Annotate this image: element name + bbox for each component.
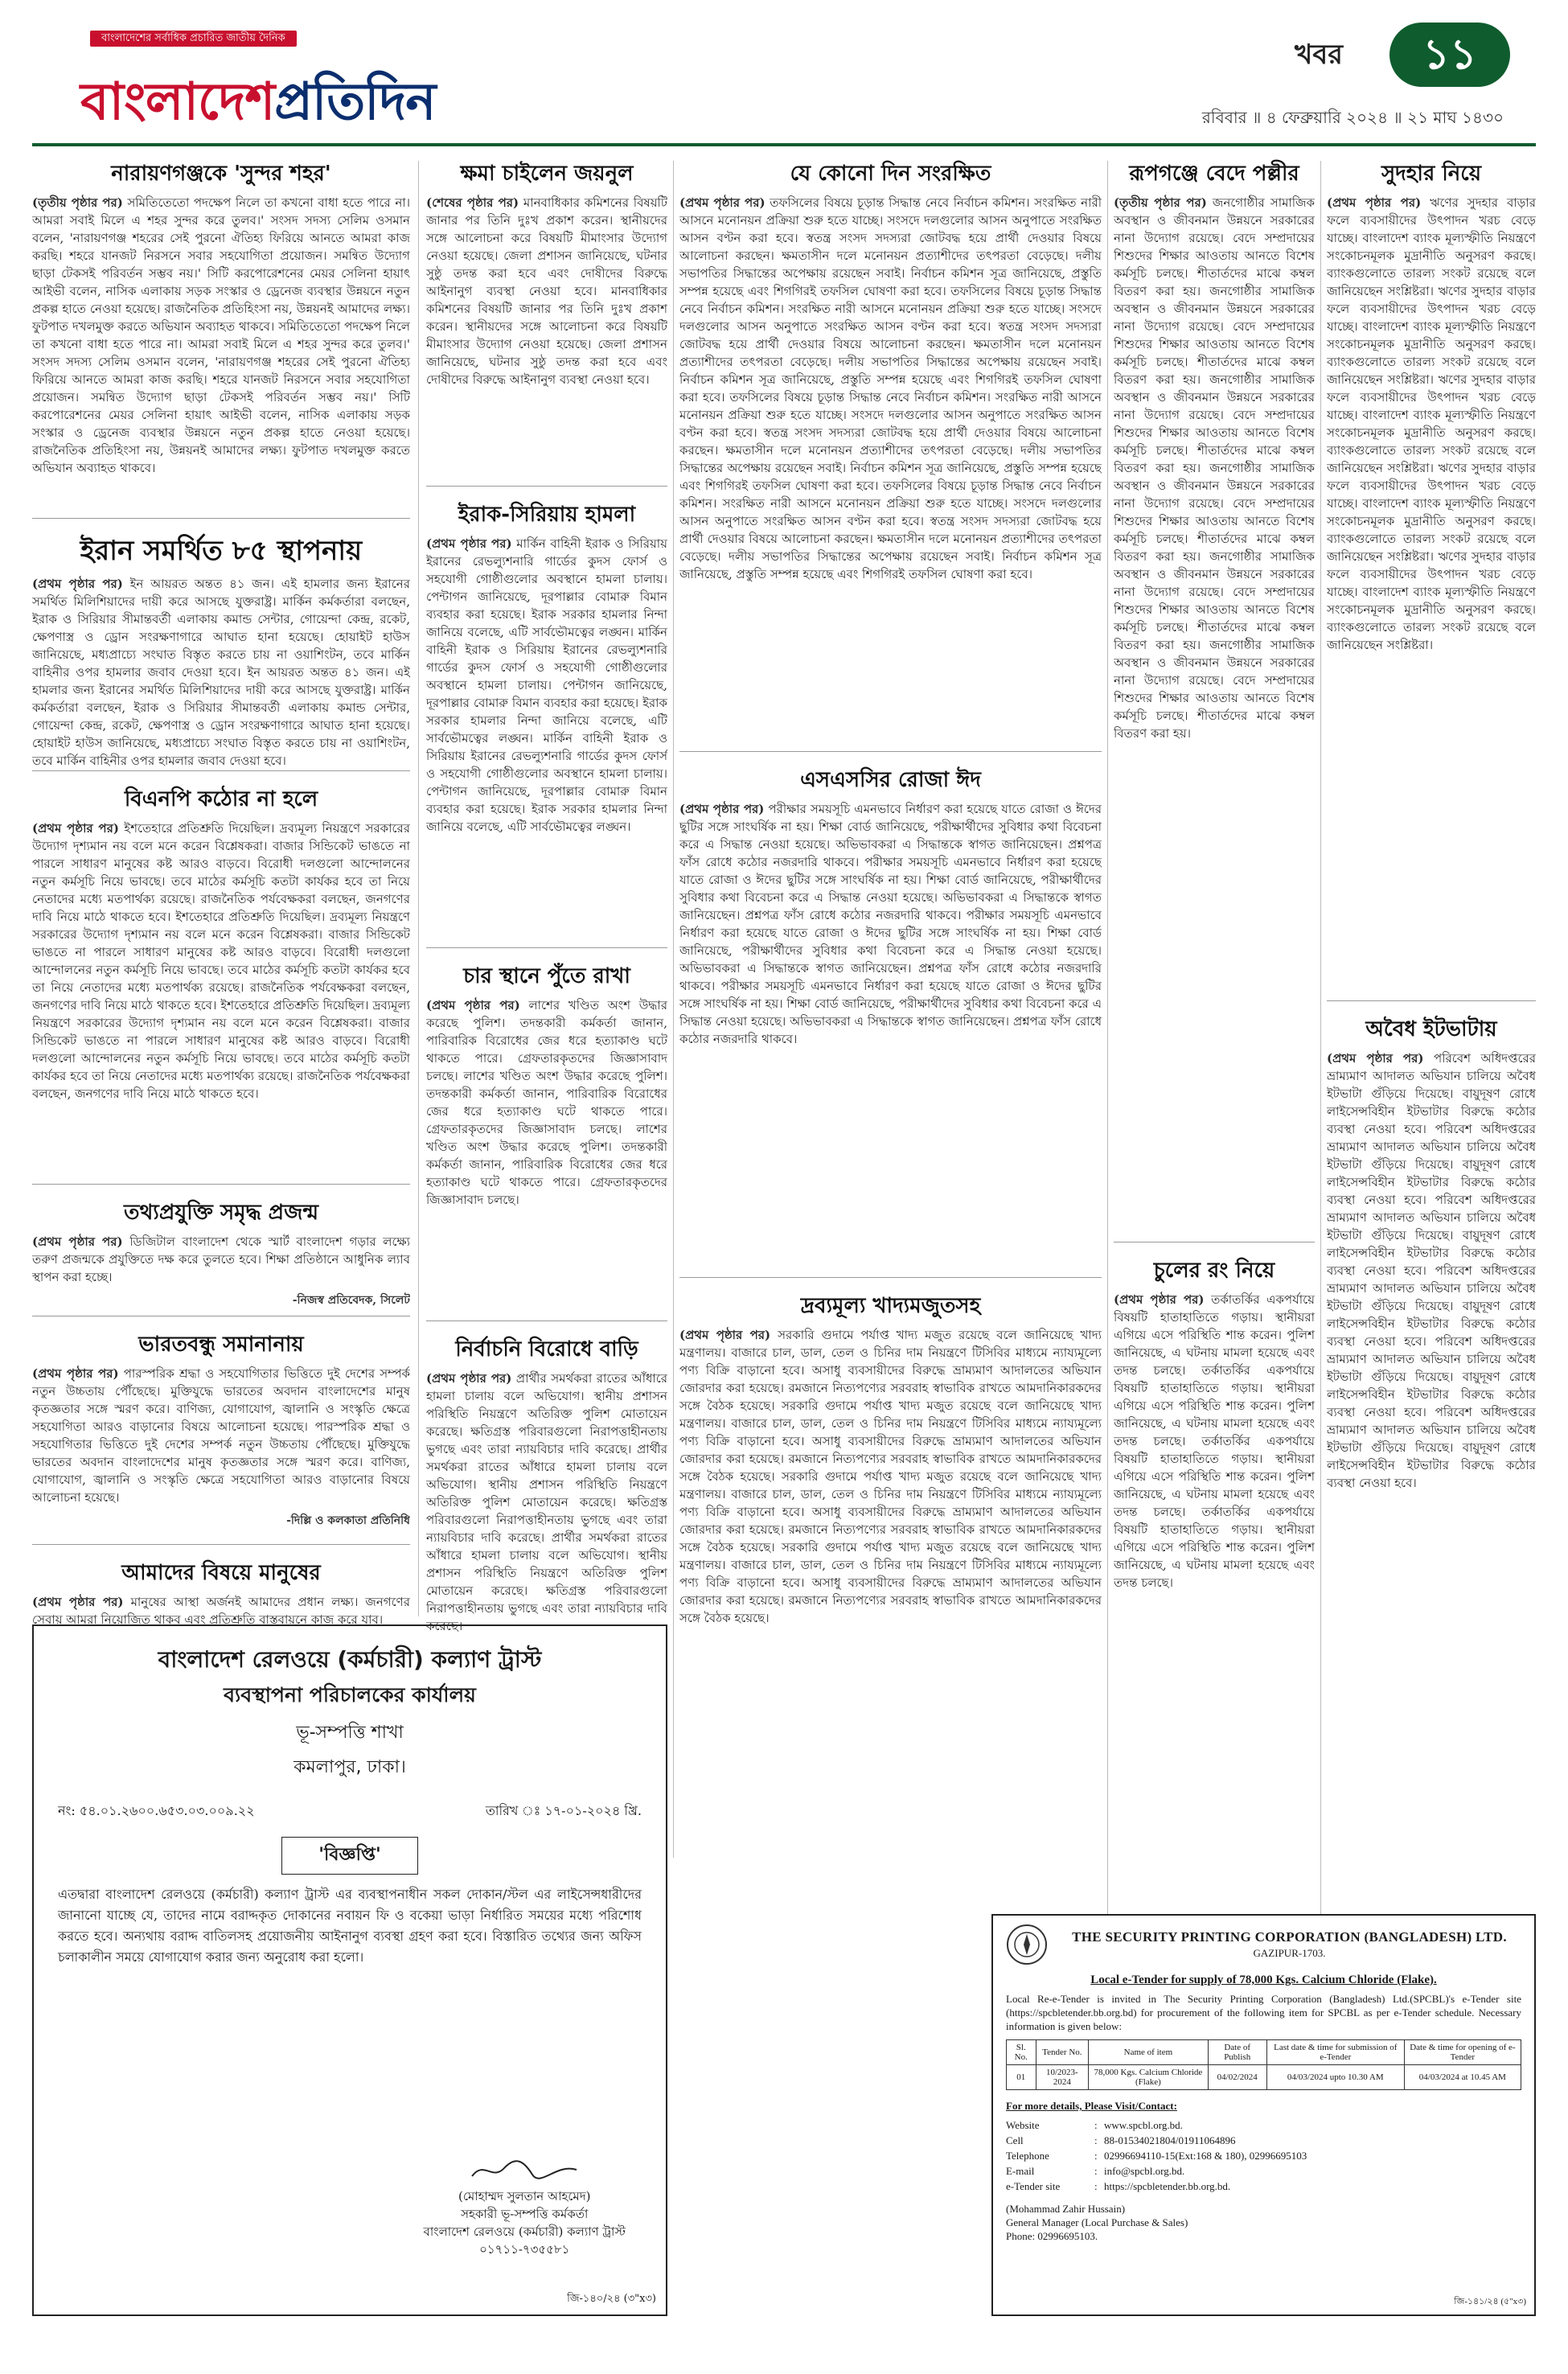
article-body: (প্রথম পৃষ্ঠার পর) তফসিলের বিষয়ে চূড়ান্ত সিদ্ধান্ত নেবে নির্বাচন কমিশন। সংরক্ষিত নারী আসনে মনোনয়ন প্রক্রিয়া শুরু হতে যাচ্ছে। সংসদে দলগুলোর আসন অনুপাতে সংরক্ষিত আসন বণ্টন করা হবে। স্বতন্ত্র সংসদ সদস্যরা জোটবদ্ধ হয়ে প্রার্থী দেওয়ার বিষয়ে আলোচনা করছেন। ক্ষমতাসীন দলে মনোনয়ন প্রত্যাশীদের তৎপরতা বেড়েছে। দলীয় সভাপতির সিদ্ধান্তের অপেক্ষায় রয়েছেন সবাই। নির্বাচন কমিশন সূত্র জানিয়েছে, প্রস্তুতি সম্পন্ন হয়েছে এবং শিগগিরই তফসিল ঘোষণা করা হবে। তফসিলের বিষয়ে চূড়ান্ত সিদ্ধান্ত নেবে নির্বাচন কমিশন। সংরক্ষিত নারী আসনে মনোনয়ন প্রক্রিয়া শুরু হতে যাচ্ছে। সংসদে দলগুলোর আসন অনুপাতে সংরক্ষিত আসন বণ্টন করা হবে। স্বতন্ত্র সংসদ সদস্যরা জোটবদ্ধ হয়ে প্রার্থী দেওয়ার বিষয়ে আলোচনা করছেন। ক্ষমতাসীন দলে মনোনয়ন প্রত্যাশীদের তৎপরতা বেড়েছে। দলীয় সভাপতির সিদ্ধান্তের অপেক্ষায় রয়েছেন সবাই। নির্বাচন কমিশন সূত্র জানিয়েছে, প্রস্তুতি সম্পন্ন হয়েছে এবং শিগগিরই তফসিল ঘোষণা করা হবে। তফসিলের বিষয়ে চূড়ান্ত সিদ্ধান্ত নেবে নির্বাচন কমিশন। সংরক্ষিত নারী আসনে মনোনয়ন প্রক্রিয়া শুরু হতে যাচ্ছে। সংসদে দলগুলোর আসন অনুপাতে সংরক্ষিত আসন বণ্টন করা হবে। স্বতন্ত্র সংসদ সদস্যরা জোটবদ্ধ হয়ে প্রার্থী দেওয়ার বিষয়ে আলোচনা করছেন। ক্ষমতাসীন দলে মনোনয়ন প্রত্যাশীদের তৎপরতা বেড়েছে। দলীয় সভাপতির সিদ্ধান্তের অপেক্ষায় রয়েছেন সবাই। নির্বাচন কমিশন সূত্র জানিয়েছে, প্রস্তুতি সম্পন্ন হয়েছে এবং শিগগিরই তফসিল ঘোষণা করা হবে। তফসিলের বিষয়ে চূড়ান্ত সিদ্ধান্ত নেবে নির্বাচন কমিশন। সংরক্ষিত নারী আসনে মনোনয়ন প্রক্রিয়া শুরু হতে যাচ্ছে। সংসদে দলগুলোর আসন অনুপাতে সংরক্ষিত আসন বণ্টন করা হবে। স্বতন্ত্র সংসদ সদস্যরা জোটবদ্ধ হয়ে প্রার্থী দেওয়ার বিষয়ে আলোচনা করছেন। ক্ষমতাসীন দলে মনোনয়ন প্রত্যাশীদের তৎপরতা বেড়েছে। দলীয় সভাপতির সিদ্ধান্তের অপেক্ষায় রয়েছেন সবাই। নির্বাচন কমিশন সূত্র জানিয়েছে, প্রস্তুতি সম্পন্ন হয়েছে এবং শিগগিরই তফসিল ঘোষণা করা হবে।: [679, 195, 1102, 581]
ad-reference-line: [58, 1801, 642, 1822]
article-body: (প্রথম পৃষ্ঠার পর) ডিজিটাল বাংলাদেশ থেকে স্মার্ট বাংলাদেশ গড়ার লক্ষ্যে তরুণ প্রজন্মকে প্রযুক্তিতে দক্ষ করে তুলতে হবে। শিক্ষা প্রতিষ্ঠানে আধুনিক ল্যাব স্থাপন করা হচ্ছে।: [32, 1234, 410, 1284]
article-headline[interactable]: দ্রব্যমূল্য খাদ্যমজুতসহ: [800, 1294, 981, 1318]
security-printing-tender-ad[interactable]: [991, 1914, 1536, 2316]
column-divider: [673, 161, 674, 1858]
ad-tender-title: Local e-Tender for supply of 78,000 Kgs. Calcium Chloride (Flake).: [1090, 1974, 1437, 1986]
article-narayanganj[interactable]: [32, 157, 410, 519]
ad-branch-name: ভূ-সম্পত্তি শাখা: [296, 1723, 404, 1743]
tender-table: [1006, 2039, 1521, 2090]
table-cell: 01: [1007, 2065, 1036, 2090]
article-body: (তৃতীয় পৃষ্ঠার পর) জনগোষ্ঠীর সামাজিক অবস্থান ও জীবনমান উন্নয়নে সরকারের নানা উদ্যোগ রয়েছে। বেদে সম্প্রদায়ের শিশুদের শিক্ষার আওতায় আনতে বিশেষ কর্মসূচি চলছে। শীতার্তদের মাঝে কম্বল বিতরণ করা হয়। জনগোষ্ঠীর সামাজিক অবস্থান ও জীবনমান উন্নয়নে সরকারের নানা উদ্যোগ রয়েছে। বেদে সম্প্রদায়ের শিশুদের শিক্ষার আওতায় আনতে বিশেষ কর্মসূচি চলছে। শীতার্তদের মাঝে কম্বল বিতরণ করা হয়। জনগোষ্ঠীর সামাজিক অবস্থান ও জীবনমান উন্নয়নে সরকারের নানা উদ্যোগ রয়েছে। বেদে সম্প্রদায়ের শিশুদের শিক্ষার আওতায় আনতে বিশেষ কর্মসূচি চলছে। শীতার্তদের মাঝে কম্বল বিতরণ করা হয়। জনগোষ্ঠীর সামাজিক অবস্থান ও জীবনমান উন্নয়নে সরকারের নানা উদ্যোগ রয়েছে। বেদে সম্প্রদায়ের শিশুদের শিক্ষার আওতায় আনতে বিশেষ কর্মসূচি চলছে। শীতার্তদের মাঝে কম্বল বিতরণ করা হয়। জনগোষ্ঠীর সামাজিক অবস্থান ও জীবনমান উন্নয়নে সরকারের নানা উদ্যোগ রয়েছে। বেদে সম্প্রদায়ের শিশুদের শিক্ষার আওতায় আনতে বিশেষ কর্মসূচি চলছে। শীতার্তদের মাঝে কম্বল বিতরণ করা হয়। জনগোষ্ঠীর সামাজিক অবস্থান ও জীবনমান উন্নয়নে সরকারের নানা উদ্যোগ রয়েছে। বেদে সম্প্রদায়ের শিশুদের শিক্ষার আওতায় আনতে বিশেষ কর্মসূচি চলছে। শীতার্তদের মাঝে কম্বল বিতরণ করা হয়।: [1114, 195, 1315, 741]
contact-email[interactable]: info@spcbl.org.bd.: [1104, 2165, 1185, 2177]
dateline: রবিবার ॥ ৪ ফেব্রুয়ারি ২০২৪ ॥ ২১ মাঘ ১৪৩০: [1201, 108, 1504, 127]
ad-header: [1006, 1924, 1521, 1965]
article-iran[interactable]: [32, 530, 410, 771]
article-body: (প্রথম পৃষ্ঠার পর) মানুষের আস্থা অর্জনই আমাদের প্রধান লক্ষ্য। জনগণের সেবায় আমরা নিয়োজিত থাকব এবং প্রতিশ্রুতি বাস্তবায়নে কাজ করে যাব।: [32, 1595, 410, 1627]
ad-more-details: For more details, Please Visit/Contact:: [1006, 2100, 1177, 2112]
article-headline[interactable]: ক্ষমা চাইলেন জয়নুল: [460, 162, 634, 186]
article-headline[interactable]: রূপগঞ্জে বেদে পল্লীর: [1129, 162, 1299, 186]
ad-company-name: THE SECURITY PRINTING CORPORATION (BANGLADESH) LTD.: [1072, 1929, 1507, 1945]
tender-table-header-row: [1007, 2040, 1521, 2065]
ad-notice-body: এতদ্বারা বাংলাদেশ রেলওয়ে (কর্মচারী) কল্যাণ ট্রাস্ট এর ব্যবস্থাপনাধীন সকল দোকান/স্টল এর লাইসেন্সধারীদের জানানো যাচ্ছে যে, তাদের নামে বরাদ্দকৃত দোকানের নবায়ন ফি ও বকেয়া ভাড়া নির্ধারিত সময়ের মধ্যে পরিশোধ করতে হবে। অন্যথায় বরাদ্দ বাতিলসহ প্রয়োজনীয় আইনানুগ ব্যবস্থা গ্রহণ করা হবে। বিস্তারিত তথ্যের জন্য অফিস চলাকালীন সময়ে যোগাযোগ করার জন্য অনুরোধ করা হলো।: [58, 1887, 642, 1965]
ad-notice-title: 'বিজ্ঞপ্তি': [281, 1837, 418, 1875]
column-divider: [1107, 161, 1108, 1914]
contact-label: e-Tender site: [1006, 2180, 1061, 2192]
article-body: (প্রথম পৃষ্ঠার পর) ইশতেহারে প্রতিশ্রুতি দিয়েছিল। দ্রব্যমূল্য নিয়ন্ত্রণে সরকারের উদ্যোগ দৃশ্যমান নয় বলে মনে করেন বিশ্লেষকরা। বাজার সিন্ডিকেট ভাঙতে না পারলে সাধারণ মানুষের কষ্ট আরও বাড়বে। বিরোধী দলগুলো আন্দোলনের নতুন কর্মসূচি নিয়ে ভাবছে। তবে মাঠের কর্মসূচি কতটা কার্যকর হবে তা নিয়ে নেতাদের মধ্যে মতপার্থক্য রয়েছে। রাজনৈতিক পর্যবেক্ষকরা বলছেন, জনগণের দাবি নিয়ে মাঠে থাকতে হবে। ইশতেহারে প্রতিশ্রুতি দিয়েছিল। দ্রব্যমূল্য নিয়ন্ত্রণে সরকারের উদ্যোগ দৃশ্যমান নয় বলে মনে করেন বিশ্লেষকরা। বাজার সিন্ডিকেট ভাঙতে না পারলে সাধারণ মানুষের কষ্ট আরও বাড়বে। বিরোধী দলগুলো আন্দোলনের নতুন কর্মসূচি নিয়ে ভাবছে। তবে মাঠের কর্মসূচি কতটা কার্যকর হবে তা নিয়ে নেতাদের মধ্যে মতপার্থক্য রয়েছে। রাজনৈতিক পর্যবেক্ষকরা বলছেন, জনগণের দাবি নিয়ে মাঠে থাকতে হবে। ইশতেহারে প্রতিশ্রুতি দিয়েছিল। দ্রব্যমূল্য নিয়ন্ত্রণে সরকারের উদ্যোগ দৃশ্যমান নয় বলে মনে করেন বিশ্লেষকরা। বাজার সিন্ডিকেট ভাঙতে না পারলে সাধারণ মানুষের কষ্ট আরও বাড়বে। বিরোধী দলগুলো আন্দোলনের নতুন কর্মসূচি নিয়ে ভাবছে। তবে মাঠের কর্মসূচি কতটা কার্যকর হবে তা নিয়ে নেতাদের মধ্যে মতপার্থক্য রয়েছে। রাজনৈতিক পর্যবেক্ষকরা বলছেন, জনগণের দাবি নিয়ে মাঠে থাকতে হবে।: [32, 821, 410, 1101]
article-body: (প্রথম পৃষ্ঠার পর) পরীক্ষার সময়সূচি এমনভাবে নির্ধারণ করা হয়েছে যাতে রোজা ও ঈদের ছুটির সঙ্গে সাংঘর্ষিক না হয়। শিক্ষা বোর্ড জানিয়েছে, পরীক্ষার্থীদের সুবিধার কথা বিবেচনা করে এ সিদ্ধান্ত নেওয়া হয়েছে। অভিভাবকরা এ সিদ্ধান্তকে স্বাগত জানিয়েছেন। প্রশ্নপত্র ফাঁস রোধে কঠোর নজরদারি থাকবে। পরীক্ষার সময়সূচি এমনভাবে নির্ধারণ করা হয়েছে যাতে রোজা ও ঈদের ছুটির সঙ্গে সাংঘর্ষিক না হয়। শিক্ষা বোর্ড জানিয়েছে, পরীক্ষার্থীদের সুবিধার কথা বিবেচনা করে এ সিদ্ধান্ত নেওয়া হয়েছে। অভিভাবকরা এ সিদ্ধান্তকে স্বাগত জানিয়েছেন। প্রশ্নপত্র ফাঁস রোধে কঠোর নজরদারি থাকবে। পরীক্ষার সময়সূচি এমনভাবে নির্ধারণ করা হয়েছে যাতে রোজা ও ঈদের ছুটির সঙ্গে সাংঘর্ষিক না হয়। শিক্ষা বোর্ড জানিয়েছে, পরীক্ষার্থীদের সুবিধার কথা বিবেচনা করে এ সিদ্ধান্ত নেওয়া হয়েছে। অভিভাবকরা এ সিদ্ধান্তকে স্বাগত জানিয়েছেন। প্রশ্নপত্র ফাঁস রোধে কঠোর নজরদারি থাকবে। পরীক্ষার সময়সূচি এমনভাবে নির্ধারণ করা হয়েছে যাতে রোজা ও ঈদের ছুটির সঙ্গে সাংঘর্ষিক না হয়। শিক্ষা বোর্ড জানিয়েছে, পরীক্ষার্থীদের সুবিধার কথা বিবেচনা করে এ সিদ্ধান্ত নেওয়া হয়েছে। অভিভাবকরা এ সিদ্ধান্তকে স্বাগত জানিয়েছেন। প্রশ্নপত্র ফাঁস রোধে কঠোর নজরদারি থাকবে।: [679, 802, 1102, 1046]
officer-name: (Mohammad Zahir Hussain): [1006, 2203, 1126, 2215]
section-label: খবর: [1295, 39, 1343, 71]
signer-name: (মোহাম্মদ সুলতান আহমেদ): [458, 2189, 591, 2204]
masthead-rule: [32, 143, 1536, 146]
article-headline[interactable]: ইরাক-সিরিয়ায় হামলা: [458, 503, 636, 527]
article-rupganj[interactable]: [1114, 157, 1315, 1242]
contact-label: Telephone: [1006, 2150, 1049, 2162]
article-body: (তৃতীয় পৃষ্ঠার পর) সমিতিতেতো পদক্ষেপ নিলে তা কখনো বাধা হতে পারে না। আমরা সবাই মিলে এ শহর সুন্দর করে তুলব।' সংসদ সদস্য সেলিম ওসমান বলেন, 'নারায়ণগঞ্জ শহরের সেই পুরনো ঐতিহ্য ফিরিয়ে আনতে আমরা কাজ করছি। শহরে যানজট নিরসনে সবার সহযোগিতা প্রয়োজন। সমন্বিত উদ্যোগ ছাড়া টেকসই পরিবর্তন সম্ভব নয়।' সিটি করপোরেশনের মেয়র সেলিনা হায়াৎ আইভী বলেন, নাসিক এলাকায় সড়ক সংস্কার ও ড্রেনেজ ব্যবস্থার উন্নয়নে নতুন প্রকল্প হাতে নেওয়া হয়েছে। রাজনৈতিক প্রতিহিংসা নয়, উন্নয়নই আমাদের লক্ষ্য। ফুটপাত দখলমুক্ত করতে অভিযান অব্যাহত থাকবে। সমিতিতেতো পদক্ষেপ নিলে তা কখনো বাধা হতে পারে না। আমরা সবাই মিলে এ শহর সুন্দর করে তুলব।' সংসদ সদস্য সেলিম ওসমান বলেন, 'নারায়ণগঞ্জ শহরের সেই পুরনো ঐতিহ্য ফিরিয়ে আনতে আমরা কাজ করছি। শহরে যানজট নিরসনে সবার সহযোগিতা প্রয়োজন। সমন্বিত উদ্যোগ ছাড়া টেকসই পরিবর্তন সম্ভব নয়।' সিটি করপোরেশনের মেয়র সেলিনা হায়াৎ আইভী বলেন, নাসিক এলাকায় সড়ক সংস্কার ও ড্রেনেজ ব্যবস্থার উন্নয়নে নতুন প্রকল্প হাতে নেওয়া হয়েছে। রাজনৈতিক প্রতিহিংসা নয়, উন্নয়নই আমাদের লক্ষ্য। ফুটপাত দখলমুক্ত করতে অভিযান অব্যাহত থাকবে।: [32, 195, 410, 475]
article-four-places[interactable]: [426, 959, 667, 1321]
contact-website[interactable]: www.spcbl.org.bd.: [1104, 2119, 1183, 2131]
contact-telephone: 02996694110-15(Ext:168 & 180), 02996695103: [1104, 2150, 1307, 2162]
article-headline[interactable]: বিএনপি কঠোর না হলে: [124, 787, 318, 811]
logo-part-2: প্রতিদিন: [274, 72, 436, 132]
article-body: (প্রথম পৃষ্ঠার পর) সরকারি গুদামে পর্যাপ্ত খাদ্য মজুত রয়েছে বলে জানিয়েছে খাদ্য মন্ত্রণালয়। বাজারে চাল, ডাল, তেল ও চিনির দাম নিয়ন্ত্রণে টিসিবির মাধ্যমে ন্যায্যমূল্যে পণ্য বিক্রি বাড়ানো হবে। অসাধু ব্যবসায়ীদের বিরুদ্ধে ভ্রাম্যমাণ আদালতের অভিযান জোরদার করা হয়েছে। রমজানে নিত্যপণ্যের সরবরাহ স্বাভাবিক রাখতে আমদানিকারকদের সঙ্গে বৈঠক হয়েছে। সরকারি গুদামে পর্যাপ্ত খাদ্য মজুত রয়েছে বলে জানিয়েছে খাদ্য মন্ত্রণালয়। বাজারে চাল, ডাল, তেল ও চিনির দাম নিয়ন্ত্রণে টিসিবির মাধ্যমে ন্যায্যমূল্যে পণ্য বিক্রি বাড়ানো হবে। অসাধু ব্যবসায়ীদের বিরুদ্ধে ভ্রাম্যমাণ আদালতের অভিযান জোরদার করা হয়েছে। রমজানে নিত্যপণ্যের সরবরাহ স্বাভাবিক রাখতে আমদানিকারকদের সঙ্গে বৈঠক হয়েছে। সরকারি গুদামে পর্যাপ্ত খাদ্য মজুত রয়েছে বলে জানিয়েছে খাদ্য মন্ত্রণালয়। বাজারে চাল, ডাল, তেল ও চিনির দাম নিয়ন্ত্রণে টিসিবির মাধ্যমে ন্যায্যমূল্যে পণ্য বিক্রি বাড়ানো হবে। অসাধু ব্যবসায়ীদের বিরুদ্ধে ভ্রাম্যমাণ আদালতের অভিযান জোরদার করা হয়েছে। রমজানে নিত্যপণ্যের সরবরাহ স্বাভাবিক রাখতে আমদানিকারকদের সঙ্গে বৈঠক হয়েছে। সরকারি গুদামে পর্যাপ্ত খাদ্য মজুত রয়েছে বলে জানিয়েছে খাদ্য মন্ত্রণালয়। বাজারে চাল, ডাল, তেল ও চিনির দাম নিয়ন্ত্রণে টিসিবির মাধ্যমে ন্যায্যমূল্যে পণ্য বিক্রি বাড়ানো হবে। অসাধু ব্যবসায়ীদের বিরুদ্ধে ভ্রাম্যমাণ আদালতের অভিযান জোরদার করা হয়েছে। রমজানে নিত্যপণ্যের সরবরাহ স্বাভাবিক রাখতে আমদানিকারকদের সঙ্গে বৈঠক হয়েছে।: [679, 1328, 1102, 1625]
article-brick-kilns[interactable]: [1327, 1012, 1536, 1897]
ad-org-name: বাংলাদেশ রেলওয়ে (কর্মচারী) কল্যাণ ট্রাস্ট: [158, 1646, 542, 1673]
article-headline[interactable]: যে কোনো দিন সংরক্ষিত: [790, 162, 991, 186]
table-header-cell: Date of Publish: [1208, 2040, 1266, 2065]
contact-cell: 88-01534021804/01911064896: [1104, 2134, 1236, 2146]
table-row: [1007, 2065, 1521, 2090]
page-number-badge: ১১: [1389, 23, 1510, 87]
table-cell: 10/2023-2024: [1036, 2065, 1089, 2090]
article-bnp[interactable]: [32, 782, 410, 1185]
article-headline[interactable]: ভারতবন্ধু সমানানায়: [138, 1333, 304, 1357]
article-body: (প্রথম পৃষ্ঠার পর) লাশের খণ্ডিত অংশ উদ্ধার করেছে পুলিশ। তদন্তকারী কর্মকর্তা জানান, পারিবারিক বিরোধের জের ধরে হত্যাকাণ্ড ঘটে থাকতে পারে। গ্রেফতারকৃতদের জিজ্ঞাসাবাদ চলছে। লাশের খণ্ডিত অংশ উদ্ধার করেছে পুলিশ। তদন্তকারী কর্মকর্তা জানান, পারিবারিক বিরোধের জের ধরে হত্যাকাণ্ড ঘটে থাকতে পারে। গ্রেফতারকৃতদের জিজ্ঞাসাবাদ চলছে। লাশের খণ্ডিত অংশ উদ্ধার করেছে পুলিশ। তদন্তকারী কর্মকর্তা জানান, পারিবারিক বিরোধের জের ধরে হত্যাকাণ্ড ঘটে থাকতে পারে। গ্রেফতারকৃতদের জিজ্ঞাসাবাদ চলছে।: [426, 998, 667, 1207]
ad-tender-intro: Local Re-e-Tender is invited in The Security Printing Corporation (Bangladesh) Ltd.(SPCBL)'s e-Tender site (https://spcbletender.bb.org.bd) for procurement of the following item for SPCBL as per e-Tender schedule. Necessary information is given below:: [1006, 1993, 1521, 2032]
article-headline[interactable]: ইরান সমর্থিত ৮৫ স্থাপনায়: [80, 535, 363, 567]
column-1: [32, 157, 410, 1627]
table-header-cell: Date & time for opening of e-Tender: [1404, 2040, 1521, 2065]
article-headline[interactable]: এসএসসির রোজা ঈদ: [800, 768, 981, 792]
logo-part-1: বাংলাদেশ: [80, 72, 275, 132]
table-header-cell: Name of item: [1089, 2040, 1208, 2065]
article-headline[interactable]: অবৈধ ইটভাটায়: [1365, 1017, 1497, 1041]
table-header-cell: Tender No.: [1036, 2040, 1089, 2065]
article-body: (প্রথম পৃষ্ঠার পর) ঋণের সুদহার বাড়ার ফলে ব্যবসায়ীদের উৎপাদন খরচ বেড়ে যাচ্ছে। বাংলাদেশ ব্যাংক মূল্যস্ফীতি নিয়ন্ত্রণে সংকোচনমূলক মুদ্রানীতি অনুসরণ করছে। ব্যাংকগুলোতে তারল্য সংকট রয়েছে বলে জানিয়েছেন সংশ্লিষ্টরা। ঋণের সুদহার বাড়ার ফলে ব্যবসায়ীদের উৎপাদন খরচ বেড়ে যাচ্ছে। বাংলাদেশ ব্যাংক মূল্যস্ফীতি নিয়ন্ত্রণে সংকোচনমূলক মুদ্রানীতি অনুসরণ করছে। ব্যাংকগুলোতে তারল্য সংকট রয়েছে বলে জানিয়েছেন সংশ্লিষ্টরা। ঋণের সুদহার বাড়ার ফলে ব্যবসায়ীদের উৎপাদন খরচ বেড়ে যাচ্ছে। বাংলাদেশ ব্যাংক মূল্যস্ফীতি নিয়ন্ত্রণে সংকোচনমূলক মুদ্রানীতি অনুসরণ করছে। ব্যাংকগুলোতে তারল্য সংকট রয়েছে বলে জানিয়েছেন সংশ্লিষ্টরা। ঋণের সুদহার বাড়ার ফলে ব্যবসায়ীদের উৎপাদন খরচ বেড়ে যাচ্ছে। বাংলাদেশ ব্যাংক মূল্যস্ফীতি নিয়ন্ত্রণে সংকোচনমূলক মুদ্রানীতি অনুসরণ করছে। ব্যাংকগুলোতে তারল্য সংকট রয়েছে বলে জানিয়েছেন সংশ্লিষ্টরা। ঋণের সুদহার বাড়ার ফলে ব্যবসায়ীদের উৎপাদন খরচ বেড়ে যাচ্ছে। বাংলাদেশ ব্যাংক মূল্যস্ফীতি নিয়ন্ত্রণে সংকোচনমূলক মুদ্রানীতি অনুসরণ করছে। ব্যাংকগুলোতে তারল্য সংকট রয়েছে বলে জানিয়েছেন সংশ্লিষ্টরা।: [1327, 195, 1536, 652]
officer-phone: Phone: 02996695103.: [1006, 2230, 1098, 2242]
article-reserved-seats[interactable]: [679, 157, 1102, 752]
logo-wordmark: [80, 71, 435, 133]
table-cell: 78,000 Kgs. Calcium Chloride (Flake): [1089, 2065, 1208, 2090]
contact-etender-site[interactable]: https://spcbletender.bb.org.bd.: [1104, 2180, 1231, 2192]
article-ssc[interactable]: [679, 763, 1102, 1278]
article-body: (প্রথম পৃষ্ঠার পর) মার্কিন বাহিনী ইরাক ও সিরিয়ায় ইরানের রেভল্যুশনারি গার্ডের কুদস ফোর্স ও সহযোগী গোষ্ঠীগুলোর অবস্থানে হামলা চালায়। পেন্টাগন জানিয়েছে, দূরপাল্লার বোমারু বিমান ব্যবহার করা হয়েছে। ইরাক সরকার হামলার নিন্দা জানিয়ে বলেছে, এটি সার্বভৌমত্বের লঙ্ঘন। মার্কিন বাহিনী ইরাক ও সিরিয়ায় ইরানের রেভল্যুশনারি গার্ডের কুদস ফোর্স ও সহযোগী গোষ্ঠীগুলোর অবস্থানে হামলা চালায়। পেন্টাগন জানিয়েছে, দূরপাল্লার বোমারু বিমান ব্যবহার করা হয়েছে। ইরাক সরকার হামলার নিন্দা জানিয়ে বলেছে, এটি সার্বভৌমত্বের লঙ্ঘন। মার্কিন বাহিনী ইরাক ও সিরিয়ায় ইরানের রেভল্যুশনারি গার্ডের কুদস ফোর্স ও সহযোগী গোষ্ঠীগুলোর অবস্থানে হামলা চালায়। পেন্টাগন জানিয়েছে, দূরপাল্লার বোমারু বিমান ব্যবহার করা হয়েছে। ইরাক সরকার হামলার নিন্দা জানিয়ে বলেছে, এটি সার্বভৌমত্বের লঙ্ঘন।: [426, 536, 667, 834]
ad-date: তারিখ ঃ ১৭-০১-২০২৪ খ্রি.: [485, 1803, 642, 1818]
article-headline[interactable]: তথ্যপ্রযুক্তি সমৃদ্ধ প্রজন্ম: [123, 1201, 319, 1225]
corporation-emblem-icon: [1006, 1924, 1048, 1965]
article-body: (প্রথম পৃষ্ঠার পর) তর্কাতর্কির একপর্যায়ে বিষয়টি হাতাহাতিতে গড়ায়। স্থানীয়রা এগিয়ে এসে পরিস্থিতি শান্ত করেন। পুলিশ জানিয়েছে, এ ঘটনায় মামলা হয়েছে এবং তদন্ত চলছে। তর্কাতর্কির একপর্যায়ে বিষয়টি হাতাহাতিতে গড়ায়। স্থানীয়রা এগিয়ে এসে পরিস্থিতি শান্ত করেন। পুলিশ জানিয়েছে, এ ঘটনায় মামলা হয়েছে এবং তদন্ত চলছে। তর্কাতর্কির একপর্যায়ে বিষয়টি হাতাহাতিতে গড়ায়। স্থানীয়রা এগিয়ে এসে পরিস্থিতি শান্ত করেন। পুলিশ জানিয়েছে, এ ঘটনায় মামলা হয়েছে এবং তদন্ত চলছে। তর্কাতর্কির একপর্যায়ে বিষয়টি হাতাহাতিতে গড়ায়। স্থানীয়রা এগিয়ে এসে পরিস্থিতি শান্ত করেন। পুলিশ জানিয়েছে, এ ঘটনায় মামলা হয়েছে এবং তদন্ত চলছে।: [1114, 1292, 1315, 1590]
contact-label: Website: [1006, 2119, 1040, 2131]
article-headline[interactable]: চার স্থানে পুঁতে রাখা: [463, 964, 630, 988]
signer-phone: ০১৭১১-৭৩৫৫৮১: [479, 2242, 570, 2257]
article-commodity-prices[interactable]: [679, 1289, 1102, 1949]
article-body: (প্রথম পৃষ্ঠার পর) ইন আয়রত অন্তত ৪১ জন। এই হামলার জন্য ইরানের সমর্থিত মিলিশিয়াদের দায়ী করে আসছে যুক্তরাষ্ট্র। মার্কিন কর্মকর্তারা বলছেন, ইরাক ও সিরিয়ার সীমান্তবর্তী এলাকায় কমান্ড সেন্টার, গোয়েন্দা কেন্দ্র, রকেট, ক্ষেপণাস্ত্র ও ড্রোন সংরক্ষণাগারে আঘাত হানা হয়েছে। হোয়াইট হাউস জানিয়েছে, মধ্যপ্রাচ্যে সংঘাত বিস্তৃত করতে চায় না ওয়াশিংটন, তবে মার্কিন বাহিনীর ওপর হামলার জবাব দেওয়া হবে। ইন আয়রত অন্তত ৪১ জন। এই হামলার জন্য ইরানের সমর্থিত মিলিশিয়াদের দায়ী করে আসছে যুক্তরাষ্ট্র। মার্কিন কর্মকর্তারা বলছেন, ইরাক ও সিরিয়ার সীমান্তবর্তী এলাকায় কমান্ড সেন্টার, গোয়েন্দা কেন্দ্র, রকেট, ক্ষেপণাস্ত্র ও ড্রোন সংরক্ষণাগারে আঘাত হানা হয়েছে। হোয়াইট হাউস জানিয়েছে, মধ্যপ্রাচ্যে সংঘাত বিস্তৃত করতে চায় না ওয়াশিংটন, তবে মার্কিন বাহিনীর ওপর হামলার জবাব দেওয়া হবে।: [32, 577, 410, 768]
article-body: (প্রথম পৃষ্ঠার পর) প্রার্থীর সমর্থকরা রাতের আঁধারে হামলা চালায় বলে অভিযোগ। স্থানীয় প্রশাসন পরিস্থিতি নিয়ন্ত্রণে অতিরিক্ত পুলিশ মোতায়েন করেছে। ক্ষতিগ্রস্ত পরিবারগুলো নিরাপত্তাহীনতায় ভুগছে এবং তারা ন্যায়বিচার দাবি করেছে। প্রার্থীর সমর্থকরা রাতের আঁধারে হামলা চালায় বলে অভিযোগ। স্থানীয় প্রশাসন পরিস্থিতি নিয়ন্ত্রণে অতিরিক্ত পুলিশ মোতায়েন করেছে। ক্ষতিগ্রস্ত পরিবারগুলো নিরাপত্তাহীনতায় ভুগছে এবং তারা ন্যায়বিচার দাবি করেছে। প্রার্থীর সমর্থকরা রাতের আঁধারে হামলা চালায় বলে অভিযোগ। স্থানীয় প্রশাসন পরিস্থিতি নিয়ন্ত্রণে অতিরিক্ত পুলিশ মোতায়েন করেছে। ক্ষতিগ্রস্ত পরিবারগুলো নিরাপত্তাহীনতায় ভুগছে এবং তারা ন্যায়বিচার দাবি করেছে।: [426, 1371, 667, 1633]
article-india[interactable]: [32, 1328, 410, 1545]
table-cell: 04/03/2024 upto 10.30 AM: [1266, 2065, 1404, 2090]
column-3: [679, 157, 1102, 1625]
ad-code: জি-১৪১/২৪ (৫"x৩): [1454, 2297, 1526, 2306]
signature-scrawl-icon: [468, 2157, 581, 2184]
ad-signature-block: [423, 2157, 626, 2258]
ad-company-address: GAZIPUR-1703.: [1253, 1947, 1326, 1959]
railway-trust-notice-ad[interactable]: [32, 1624, 667, 2316]
ad-office-name: ব্যবস্থাপনা পরিচালকের কার্যালয়: [224, 1683, 476, 1707]
article-body: (প্রথম পৃষ্ঠার পর) পারস্পরিক শ্রদ্ধা ও সহযোগিতার ভিত্তিতে দুই দেশের সম্পর্ক নতুন উচ্চতায় পৌঁছেছে। মুক্তিযুদ্ধে ভারতের অবদান বাংলাদেশের মানুষ কৃতজ্ঞতার সঙ্গে স্মরণ করে। বাণিজ্য, যোগাযোগ, জ্বালানি ও সংস্কৃতি ক্ষেত্রে সহযোগিতা আরও বাড়ানোর বিষয়ে আলোচনা হয়েছে। পারস্পরিক শ্রদ্ধা ও সহযোগিতার ভিত্তিতে দুই দেশের সম্পর্ক নতুন উচ্চতায় পৌঁছেছে। মুক্তিযুদ্ধে ভারতের অবদান বাংলাদেশের মানুষ কৃতজ্ঞতার সঙ্গে স্মরণ করে। বাণিজ্য, যোগাযোগ, জ্বালানি ও সংস্কৃতি ক্ষেত্রে সহযোগিতা আরও বাড়ানোর বিষয়ে আলোচনা হয়েছে।: [32, 1366, 410, 1505]
ad-officer-block: [1006, 2202, 1521, 2243]
officer-title: General Manager (Local Purchase & Sales): [1006, 2216, 1188, 2228]
article-headline[interactable]: নারায়ণগঞ্জকে 'সুন্দর শহর': [111, 162, 331, 186]
signer-title: সহকারী ভূ-সম্পত্তি কর্মকর্তা: [461, 2207, 589, 2221]
article-headline[interactable]: সুদহার নিয়ে: [1381, 162, 1482, 186]
column-2: [426, 157, 667, 1854]
table-cell: 04/02/2024: [1208, 2065, 1266, 2090]
column-divider: [1320, 161, 1321, 1914]
article-iraq-syria[interactable]: [426, 498, 667, 948]
article-headline[interactable]: নির্বাচনি বিরোধে বাড়ি: [455, 1337, 638, 1362]
table-header-cell: Sl. No.: [1007, 2040, 1036, 2065]
ad-location: কমলাপুর, ঢাকা।: [293, 1757, 406, 1777]
article-hair-colour[interactable]: [1114, 1254, 1315, 1897]
article-body: (শেষের পৃষ্ঠার পর) মানবাধিকার কমিশনের বিষয়টি জানার পর তিনি দুঃখ প্রকাশ করেন। স্থানীয়দের সঙ্গে আলোচনা করে বিষয়টি মীমাংসার উদ্যোগ নেওয়া হয়েছে। জেলা প্রশাসন জানিয়েছে, ঘটনার সুষ্ঠু তদন্ত করা হবে এবং দোষীদের বিরুদ্ধে আইনানুগ ব্যবস্থা নেওয়া হবে। মানবাধিকার কমিশনের বিষয়টি জানার পর তিনি দুঃখ প্রকাশ করেন। স্থানীয়দের সঙ্গে আলোচনা করে বিষয়টি মীমাংসার উদ্যোগ নেওয়া হয়েছে। জেলা প্রশাসন জানিয়েছে, ঘটনার সুষ্ঠু তদন্ত করা হবে এবং দোষীদের বিরুদ্ধে আইনানুগ ব্যবস্থা নেওয়া হবে।: [426, 195, 667, 387]
article-byline: -নিজস্ব প্রতিবেদক, সিলেট: [292, 1294, 410, 1307]
article-interest-rate[interactable]: [1327, 157, 1536, 1001]
article-headline[interactable]: আমাদের বিষয়ে মানুষের: [121, 1561, 321, 1585]
table-header-cell: Last date & time for submission of e-Tender: [1266, 2040, 1404, 2065]
ad-contacts: Website : www.spcbl.org.bd. Cell : 88-01534021804/01911064896 Telephone : 02996694110-15(Ext:168 & 180), 02996695103 E-mail : info@spcbl.org.bd. e-Tender site : https://spcbletender.bb.org.bd.: [1006, 2117, 1521, 2194]
article-body: (প্রথম পৃষ্ঠার পর) পরিবেশ অধিদপ্তরের ভ্রাম্যমাণ আদালত অভিযান চালিয়ে অবৈধ ইটভাটা গুঁড়িয়ে দিয়েছে। বায়ুদূষণ রোধে লাইসেন্সবিহীন ইটভাটার বিরুদ্ধে কঠোর ব্যবস্থা নেওয়া হবে। পরিবেশ অধিদপ্তরের ভ্রাম্যমাণ আদালত অভিযান চালিয়ে অবৈধ ইটভাটা গুঁড়িয়ে দিয়েছে। বায়ুদূষণ রোধে লাইসেন্সবিহীন ইটভাটার বিরুদ্ধে কঠোর ব্যবস্থা নেওয়া হবে। পরিবেশ অধিদপ্তরের ভ্রাম্যমাণ আদালত অভিযান চালিয়ে অবৈধ ইটভাটা গুঁড়িয়ে দিয়েছে। বায়ুদূষণ রোধে লাইসেন্সবিহীন ইটভাটার বিরুদ্ধে কঠোর ব্যবস্থা নেওয়া হবে। পরিবেশ অধিদপ্তরের ভ্রাম্যমাণ আদালত অভিযান চালিয়ে অবৈধ ইটভাটা গুঁড়িয়ে দিয়েছে। বায়ুদূষণ রোধে লাইসেন্সবিহীন ইটভাটার বিরুদ্ধে কঠোর ব্যবস্থা নেওয়া হবে। পরিবেশ অধিদপ্তরের ভ্রাম্যমাণ আদালত অভিযান চালিয়ে অবৈধ ইটভাটা গুঁড়িয়ে দিয়েছে। বায়ুদূষণ রোধে লাইসেন্সবিহীন ইটভাটার বিরুদ্ধে কঠোর ব্যবস্থা নেওয়া হবে। পরিবেশ অধিদপ্তরের ভ্রাম্যমাণ আদালত অভিযান চালিয়ে অবৈধ ইটভাটা গুঁড়িয়ে দিয়েছে। বায়ুদূষণ রোধে লাইসেন্সবিহীন ইটভাটার বিরুদ্ধে কঠোর ব্যবস্থা নেওয়া হবে।: [1327, 1051, 1536, 1490]
article-headline[interactable]: চুলের রং নিয়ে: [1153, 1259, 1275, 1283]
contact-label: E-mail: [1006, 2165, 1035, 2177]
newspaper-logo[interactable]: [80, 31, 531, 143]
masthead: [0, 0, 1568, 157]
ad-code: জি-১৪০/২৪ (৩"x৩): [567, 2293, 656, 2305]
column-divider: [418, 161, 419, 1616]
article-apology[interactable]: [426, 157, 667, 487]
article-tech-generation[interactable]: [32, 1196, 410, 1316]
table-cell: 04/03/2024 at 10.45 AM: [1404, 2065, 1521, 2090]
contact-label: Cell: [1006, 2134, 1024, 2146]
article-byline: -দিল্লি ও কলকাতা প্রতিনিধি: [286, 1514, 410, 1527]
ad-memo-number: নং: ৫৪.০১.২৬০০.৬৫৩.০৩.০০৯.২২: [58, 1803, 255, 1818]
logo-tagline: বাংলাদেশের সর্বাধিক প্রচারিত জাতীয় দৈনিক: [90, 31, 297, 47]
signer-org: বাংলাদেশ রেলওয়ে (কর্মচারী) কল্যাণ ট্রাস্ট: [423, 2224, 626, 2239]
